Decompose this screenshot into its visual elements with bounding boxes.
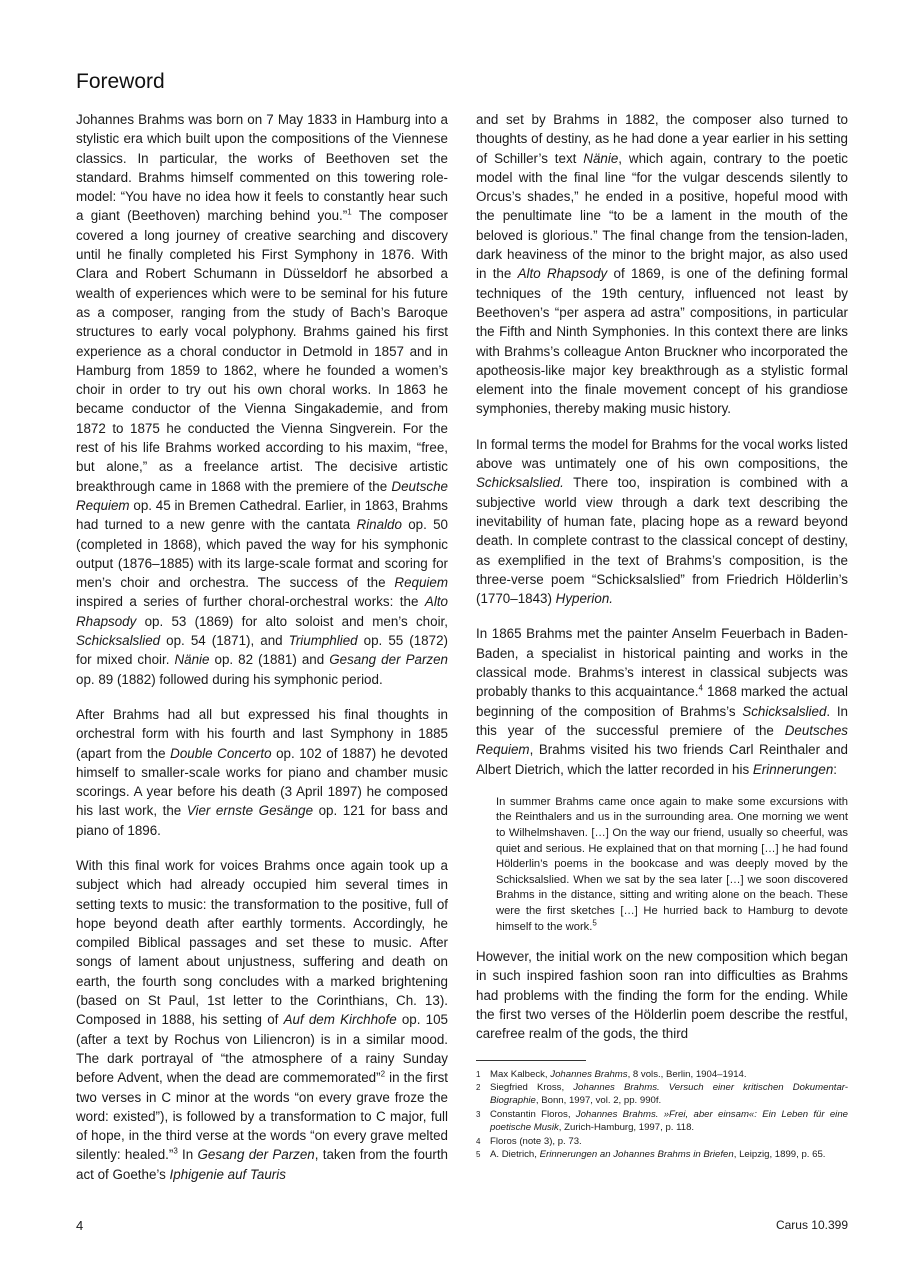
- text-run: op. 105 (after a text by Rochus von Liliencron) is in a similar mood. The dark portrayal of “the atmosphere of a rainy Sunday before Advent, when the dead are commemorated”: [76, 1012, 448, 1086]
- text-run: Siegfried Kross,: [490, 1082, 574, 1094]
- footnote-number: 1: [476, 1069, 481, 1079]
- paragraph: [76, 110, 448, 689]
- italic-text: Alto Rhapsody: [76, 594, 448, 629]
- text-run: Max Kalbeck,: [490, 1068, 551, 1080]
- catalog-number: Carus 10.399: [775, 1218, 848, 1232]
- footnote-ref: 4: [698, 683, 703, 693]
- italic-text: Gesang der Parzen: [329, 652, 448, 668]
- footnote-text: [490, 1148, 825, 1161]
- footnote-number: 3: [476, 1109, 481, 1119]
- footnote-list: [476, 1068, 848, 1162]
- text-run: Johannes Brahms was born on 7 May 1833 in Hamburg into a stylistic era which built upon the compositions of the Viennese classics. In particular, the works of Beethoven set the standard. Brahms himself commented on this towering role-model: “You have no idea how it feels to constantly hear such a giant (Beethoven) marching behind you.”: [76, 112, 448, 224]
- footnote-number: 4: [476, 1136, 481, 1146]
- footnote-rule: [476, 1060, 586, 1061]
- footnote: [476, 1135, 848, 1148]
- paragraph: [476, 624, 848, 778]
- footnote-ref: 3: [173, 1146, 178, 1156]
- italic-text: Nänie: [583, 150, 619, 166]
- text-run: op. 82 (1881) and: [209, 652, 330, 668]
- italic-text: Erinnerungen: [752, 761, 834, 777]
- text-run: 1868 marked the actual beginning of the composition of Brahms’s: [476, 684, 848, 719]
- italic-text: Requiem: [394, 575, 448, 591]
- italic-text: Vier ernste Gesänge: [186, 803, 314, 819]
- italic-text: Johannes Brahms. Versuch einer kritischen Dokumentar-Biographie: [490, 1082, 849, 1107]
- footnote-number: 5: [476, 1150, 481, 1160]
- footnote: [476, 1108, 848, 1135]
- text-run: op. 45 in Bremen Cathedral. Earlier, in 1863, Brahms had turned to a new genre with the cantata: [76, 497, 448, 533]
- text-run: , 8 vols., Berlin, 1904–1914.: [627, 1068, 747, 1080]
- footnote-text: [490, 1135, 582, 1148]
- italic-text: Johannes Brahms. »Frei, aber einsam«: Ein Leben für eine poetische Musik: [490, 1108, 848, 1134]
- paragraph: [476, 110, 848, 419]
- footnote: [476, 1081, 848, 1108]
- page-title: Foreword: [76, 70, 165, 93]
- text-run: However, the initial work on the new composition which began in such inspired fashion soon ran into difficulties as Brahms had problems with the finding the form for the ending. While the first two verses of the Hölderlin poem describe the restful, carefree realm of the gods, the third: [476, 949, 848, 1042]
- text-run: and set by Brahms in 1882, the composer also turned to thoughts of destiny, as he had done a year earlier in his setting of Schiller’s text: [476, 112, 848, 166]
- text-run: , which again, contrary to the poetic model with the final line “for the vulgar descends silently to Orcus’s shades,” he ended in a positive, hopeful mood with the penultimate line “to be a lament in the mouth of the beloved is glorious.” The final change from the tension-laden, dark heaviness of the minor to the bright major, as also used in the: [476, 150, 848, 282]
- text-run: , taken from the fourth act of Goethe’s: [76, 1147, 449, 1182]
- italic-text: Deutsches Requiem: [476, 722, 848, 758]
- text-run: , Leipzig, 1899, p. 65.: [733, 1149, 826, 1161]
- text-run: . In this year of the successful premiere of the: [476, 703, 849, 738]
- text-run: op. 55 (1872) for mixed choir.: [76, 633, 448, 668]
- text-run: In summer Brahms came once again to make some excursions with the Reinthalers and us in the surrounding area. One morning we went to Wilhelmshaven. […] On the way our friend, usually so cheerful, was quiet and serious. He explained that on that morning […] he had found Hölderlin’s poems in the bookcase and was deeply moved by the Schicksalslied. When we sat by the sea later […] we soon discovered Brahms in the distance, sitting and writing alone on the beach. These were the first sketches […] He hurried back to Hamburg to devote himself to the work.: [496, 795, 848, 933]
- italic-text: Gesang der Parzen: [197, 1147, 315, 1163]
- footnote-text: [490, 1081, 848, 1108]
- italic-text: Nänie: [174, 652, 210, 668]
- footnote-text: [490, 1068, 747, 1081]
- italic-text: Erinnerungen an Johannes Brahms in Briefen: [539, 1149, 734, 1161]
- italic-text: Alto Rhapsody: [517, 266, 608, 282]
- text-run: op. 102 of 1887) he devoted himself to smaller-scale works for piano and chamber music scorings. A year before his death (3 April 1897) he composed his last work, the: [76, 745, 448, 819]
- footnote: [476, 1148, 848, 1161]
- italic-text: Rinaldo: [356, 517, 402, 533]
- text-run: With this final work for voices Brahms once again took up a subject which had already occupied him several times in setting texts to music: the transformation to the positive, full of hope beyond death after earthly torments. Accordingly, he compiled Biblical passages and set these to music. After songs of lament about unjustness, suffering and death on earth, the fourth song concludes with a marked brightening (based on St Paul, 1st letter to the Corinthians, Ch. 13). Composed in 1888, his setting of: [76, 857, 448, 1028]
- italic-text: Hyperion.: [555, 591, 613, 607]
- left-column: [76, 110, 448, 1200]
- italic-text: Deutsche Requiem: [76, 478, 448, 513]
- text-run: , Zurich-Hamburg, 1997, p. 118.: [558, 1122, 695, 1134]
- italic-text: Schicksalslied.: [476, 475, 564, 491]
- text-run: There too, inspiration is combined with a subjective world view through a dark text describing the inevitability of human fate, placing hope as a reward beyond death. In complete contrast to the classical concept of destiny, as exemplified in the text of Brahms’s composition, is the three-verse poem “Schicksalslied” from Friedrich Hölderlin’s (1770–1843): [476, 475, 848, 607]
- footnote-ref: 5: [592, 917, 597, 927]
- text-run: in the first two verses in C minor at the words “on every grave froze the word: existed”), is followed by a transformation to C major, full of hope, in the third verse at the words “on every grave melted silently: healed.”: [76, 1070, 448, 1163]
- italic-text: Schicksalslied: [76, 633, 161, 649]
- block-quote: [496, 795, 848, 935]
- italic-text: Iphigenie auf Tauris: [169, 1166, 286, 1182]
- text-run: After Brahms had all but expressed his final thoughts in orchestral form with his fourth and last Symphony in 1885 (apart from the: [76, 706, 448, 761]
- footnote-number: 2: [476, 1083, 481, 1093]
- text-run: , Bonn, 1997, vol. 2, pp. 990f.: [535, 1095, 662, 1107]
- text-run: op. 89 (1882) followed during his symphonic period.: [76, 671, 383, 687]
- footnote: [476, 1068, 848, 1081]
- text-run: :: [833, 761, 838, 777]
- text-run: A. Dietrich,: [490, 1149, 540, 1161]
- text-run: The composer covered a long journey of creative searching and discovery until he finally completed his First Symphony in 1876. With Clara and Robert Schumann in Düsseldorf he absorbed a wealth of experiences which were to be seminal for his future as a composer, ranging from the study of Bach’s Baroque structures to early vocal polyphony. Brahms gained his first experience as a choral conductor in Detmold in 1857 and in Hamburg from 1859 to 1862, where he founded a women’s choir in order to try out his own choral works. In 1863 he became conductor of the Vienna Singakademie, and from 1872 to 1875 he conducted the Vienna Singverein. For the rest of his life Brahms worked according to his maxim, “free, but alone,” as a freelance artist. The decisive artistic breakthrough came in 1868 with the premiere of the: [76, 208, 448, 494]
- text-run: op. 53 (1869) for alto soloist and men’s choir,: [136, 613, 448, 629]
- paragraph: [476, 435, 848, 609]
- text-run: , Brahms visited his two friends Carl Reinthaler and Albert Dietrich, which the latter recorded in his: [476, 742, 848, 777]
- italic-text: Schicksalslied: [742, 703, 827, 719]
- footnotes: [476, 1060, 848, 1162]
- text-run: In formal terms the model for Brahms for the vocal works listed above was untimately one of his own compositions, the: [476, 436, 848, 472]
- footnote-ref: 2: [380, 1069, 386, 1079]
- italic-text: Triumphlied: [288, 633, 358, 649]
- text-run: Constantin Floros,: [490, 1108, 576, 1120]
- paragraph: [476, 947, 848, 1043]
- text-run: In 1865 Brahms met the painter Anselm Feuerbach in Baden-Baden, a specialist in historical painting and works in the classical mode. Brahms’s interest in classical subjects was probably thanks to this acquaintance.: [476, 626, 848, 700]
- text-run: op. 54 (1871), and: [160, 633, 289, 649]
- text-run: In: [177, 1147, 198, 1163]
- text-run: Floros (note 3), p. 73.: [490, 1135, 582, 1147]
- text-run: op. 50 (completed in 1868), which paved the way for his symphonic output (1876–1885) with its large-scale format and scoring for men’s choir and orchestra. The success of the: [76, 517, 449, 591]
- italic-text: Double Concerto: [170, 745, 272, 761]
- text-run: inspired a series of further choral-orchestral works: the: [76, 594, 425, 610]
- italic-text: Auf dem Kirchhofe: [283, 1012, 397, 1028]
- right-column: [476, 110, 848, 1161]
- paragraph: [76, 856, 448, 1184]
- paragraph: [76, 705, 448, 840]
- text-run: op. 121 for bass and piano of 1896.: [76, 803, 449, 838]
- footnote-text: [490, 1108, 848, 1135]
- footnote-ref: 1: [347, 208, 352, 218]
- page-number: 4: [76, 1218, 84, 1233]
- text-run: of 1869, is one of the defining formal techniques of the 19th century, influenced not least by Beethoven’s “per aspera ad astra” compositions, in particular the Fifth and Ninth Symphonies. In this context there are links with Brahms’s colleague Anton Bruckner who incorporated the apotheosis-like major key breakthrough as a stylistic formal element into the finale movement concept of his grandiose symphonies, thereby making music history.: [476, 266, 849, 417]
- italic-text: Johannes Brahms: [550, 1068, 628, 1080]
